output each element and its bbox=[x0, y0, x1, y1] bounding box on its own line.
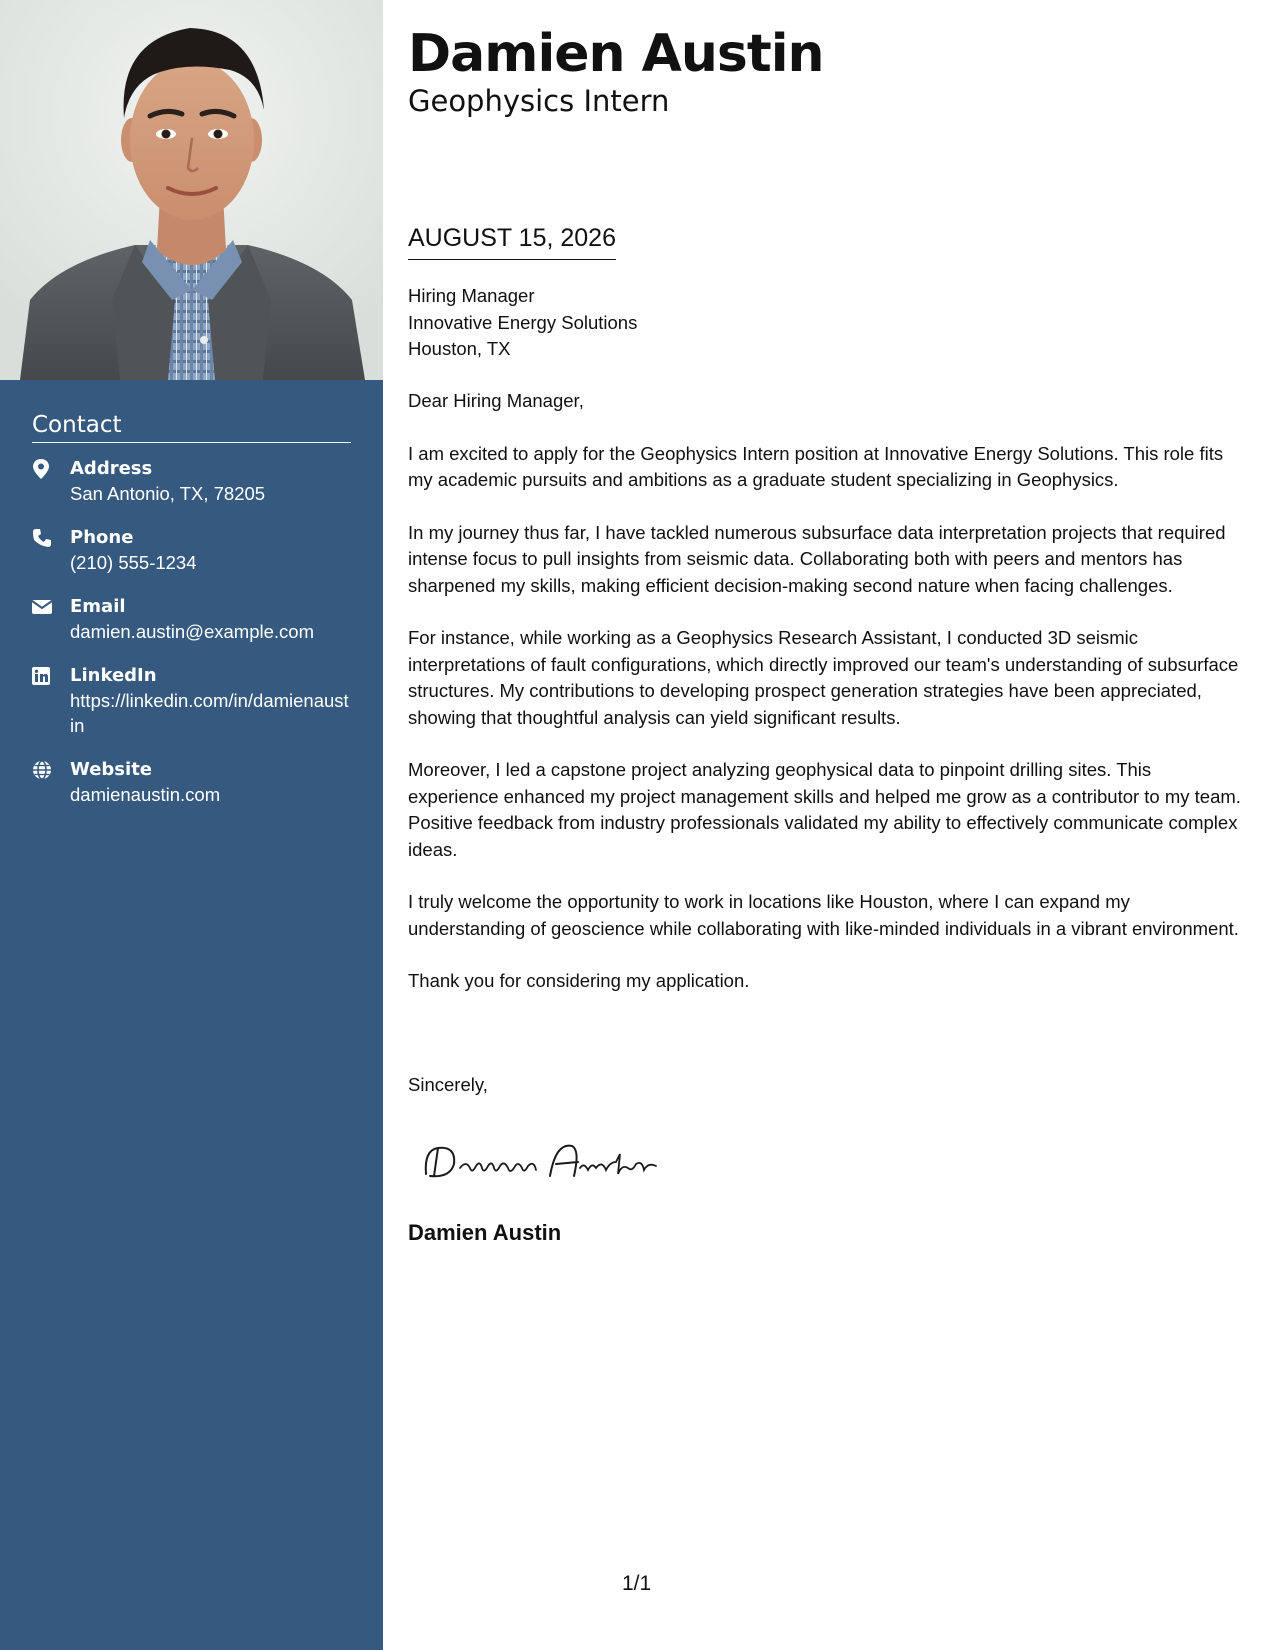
linkedin-label: LinkedIn bbox=[70, 665, 157, 686]
contact-item-website bbox=[32, 757, 352, 807]
website-value[interactable]: damienaustin.com bbox=[70, 784, 221, 805]
address-label: Address bbox=[70, 458, 153, 479]
page-number: 1/1 bbox=[622, 1572, 652, 1595]
email-label: Email bbox=[70, 596, 126, 617]
body-paragraph: I truly welcome the opportunity to work in locations like Houston, where I can expand my understanding of geoscience while collaborating with like-minded individuals in a vibrant environment. bbox=[408, 891, 1239, 939]
phone-value[interactable]: (210) 555-1234 bbox=[70, 552, 197, 573]
email-value[interactable]: damien.austin@example.com bbox=[70, 621, 314, 642]
contact-item-email bbox=[32, 594, 352, 644]
phone-label: Phone bbox=[70, 527, 134, 548]
body-paragraph: In my journey thus far, I have tackled numerous subsurface data interpretation projects that required intense focus to pull insights from seismic data. Collaborating both with peers and mentors has sharpened my skills, making efficient decision-making second nature when facing challenges. bbox=[408, 521, 1226, 596]
recipient-line: Houston, TX bbox=[408, 338, 511, 359]
contact-list bbox=[32, 456, 352, 826]
recipient-line: Hiring Manager bbox=[408, 285, 535, 306]
sidebar bbox=[0, 0, 383, 1650]
globe-icon bbox=[32, 757, 70, 781]
applicant-title: Geophysics Intern bbox=[408, 84, 670, 118]
applicant-name: Damien Austin bbox=[408, 24, 824, 84]
contact-heading: Contact bbox=[32, 412, 351, 443]
phone-icon bbox=[32, 525, 70, 549]
salutation: Dear Hiring Manager, bbox=[408, 390, 584, 411]
location-pin-icon bbox=[32, 456, 70, 480]
body-paragraph: Thank you for considering my application. bbox=[408, 970, 750, 991]
contact-item-phone bbox=[32, 525, 352, 575]
website-label: Website bbox=[70, 759, 153, 780]
signed-name: Damien Austin bbox=[408, 1220, 562, 1245]
body-paragraph: For instance, while working as a Geophysics Research Assistant, I conducted 3D seismic interpretations of fault configurations, which directly improved our team's understanding of subsurface structures. My contributions to developing prospect generation strategies have been appreciated, showing that thoughtful analysis can yield significant results. bbox=[408, 627, 1239, 728]
recipient-line: Innovative Energy Solutions bbox=[408, 311, 638, 333]
body-paragraph: Moreover, I led a capstone project analyzing geophysical data to pinpoint drilling sites. This experience enhanced my project management skills and helped me grow as a contributor to my team. Positive feedback from industry professionals validated my ability to effectively communicate complex ideas. bbox=[408, 759, 1241, 860]
handwritten-signature bbox=[416, 1132, 666, 1192]
profile-photo bbox=[0, 0, 383, 380]
linkedin-value[interactable]: https://linkedin.com/in/damienaustin bbox=[70, 690, 349, 736]
closing: Sincerely, bbox=[408, 1074, 488, 1095]
envelope-icon bbox=[32, 594, 70, 618]
address-value: San Antonio, TX, 78205 bbox=[70, 483, 266, 504]
linkedin-icon bbox=[32, 663, 70, 687]
letter-body bbox=[408, 388, 1244, 1021]
recipient-block bbox=[408, 283, 637, 363]
letter-date: AUGUST 15, 2026 bbox=[408, 224, 616, 260]
contact-item-address bbox=[32, 456, 352, 506]
body-paragraph: I am excited to apply for the Geophysics Intern position at Innovative Energy Solutions. This role fits my academic pursuits and ambitions as a graduate student specializing in Geophysics. bbox=[408, 442, 1224, 490]
contact-item-linkedin bbox=[32, 663, 352, 738]
